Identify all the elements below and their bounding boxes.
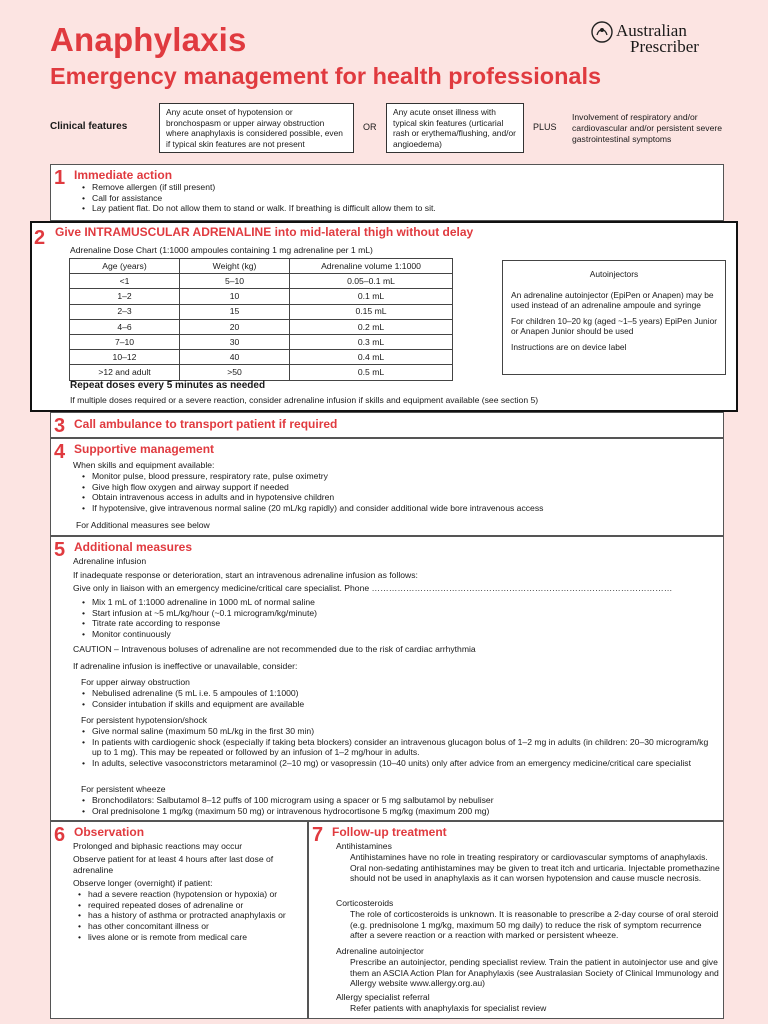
- dose-chart-caption: Adrenaline Dose Chart (1:1000 ampoules containing 1 mg adrenaline per 1 mL): [70, 245, 373, 255]
- table-cell: 4–6: [70, 319, 180, 334]
- table-row: [70, 319, 453, 334]
- section-observation: [50, 821, 308, 1019]
- table-row: [70, 289, 453, 304]
- section-title: Additional measures: [74, 540, 193, 554]
- clinical-feature-box-1: Any acute onset of hypotension or bronchospasm or upper airway obstruction where anaphylaxis is considered possible, even if typical skin features are not present: [159, 103, 354, 153]
- additional-measures-reference: For Additional measures see below: [76, 520, 210, 530]
- section-title: Observation: [74, 825, 145, 839]
- list-item: • Mix 1 mL of 1:1000 adrenaline in 1000 mL of normal saline: [81, 597, 317, 608]
- table-row: [70, 365, 453, 380]
- table-row: [70, 304, 453, 319]
- list-item: • Remove allergen (if still present): [81, 182, 436, 193]
- list-item: • Monitor continuously: [81, 629, 317, 640]
- page-subtitle: Emergency management for health professionals: [50, 63, 602, 89]
- list-item: • Nebulised adrenaline (5 mL i.e. 5 ampoules of 1:1000): [81, 688, 304, 699]
- table-cell: 0.15 mL: [290, 304, 453, 319]
- or-label: OR: [363, 122, 377, 132]
- table-row: [70, 350, 453, 365]
- list-item: • Consider intubation if skills and equipment are available: [81, 699, 304, 710]
- list-item: • Call for assistance: [81, 193, 436, 204]
- list-item: • required repeated doses of adrenaline or: [77, 900, 305, 911]
- table-cell: 2–3: [70, 304, 180, 319]
- table-cell: 15: [180, 304, 290, 319]
- list-item: • In patients with cardiogenic shock (especially if taking beta blockers) consider an intravenous glucagon bolus of 1–2 mg in adults (in children: 20–30 microgram/kg up to 1 mg). This may be repeated or followed by an infusion of 1–2 mg/hour in adults.: [81, 737, 711, 758]
- hypotension-list: [81, 726, 711, 769]
- hypotension-heading: For persistent hypotension/shock: [81, 715, 208, 725]
- section-follow-up-treatment: [308, 821, 724, 1019]
- list-item: • If hypotensive, give intravenous normal saline (20 mL/kg rapidly) and consider additional wide bore intravenous access: [81, 503, 543, 514]
- list-item: • lives alone or is remote from medical care: [77, 932, 305, 943]
- table-cell: 10: [180, 289, 290, 304]
- wheeze-heading: For persistent wheeze: [81, 784, 166, 794]
- supportive-list: [81, 471, 543, 514]
- autoinjector-heading: Adrenaline autoinjector: [336, 946, 424, 956]
- section-title: Supportive management: [74, 442, 215, 456]
- section-additional-measures: [50, 536, 724, 821]
- table-cell: <1: [70, 274, 180, 289]
- observation-text-1: Prolonged and biphasic reactions may occur: [73, 841, 243, 851]
- table-cell: 30: [180, 334, 290, 349]
- autoinjectors-text-3: Instructions are on device label: [511, 341, 627, 352]
- table-cell: 0.1 mL: [290, 289, 453, 304]
- page-title: Anaphylaxis: [50, 21, 247, 58]
- table-row: [70, 334, 453, 349]
- autoinjector-text: Prescribe an autoinjector, pending specialist review. Train the patient in autoinjector use and give them an ASCIA Action Plan for Anaphylaxis (see Australasian Society of Clinical Immunology and Allergy website www.allergy.org.au): [350, 957, 719, 989]
- section-title: Call ambulance to transport patient if required: [74, 417, 338, 431]
- infusion-text-1: If inadequate response or deterioration, start an intravenous adrenaline infusion as follows:: [73, 570, 418, 580]
- list-item: • Monitor pulse, blood pressure, respiratory rate, pulse oximetry: [81, 471, 543, 482]
- observation-text-2: Observe patient for at least 4 hours after last dose of adrenaline: [73, 854, 274, 875]
- observation-list: [77, 889, 305, 942]
- table-cell: 0.2 mL: [290, 319, 453, 334]
- section-number: 6: [54, 824, 66, 846]
- section-title: Immediate action: [74, 168, 173, 182]
- prescriber-emblem-icon: [590, 20, 614, 44]
- section-call-ambulance: [50, 412, 724, 438]
- upper-airway-heading: For upper airway obstruction: [81, 677, 190, 687]
- column-header: Adrenaline volume 1:1000: [290, 259, 453, 274]
- table-cell: 0.5 mL: [290, 365, 453, 380]
- observation-text-3: Observe longer (overnight) if patient:: [73, 878, 213, 888]
- antihistamines-text: Antihistamines have no role in treating respiratory or cardiovascular symptoms of anaphylaxis. Oral non-sedating antihistamines may be given to treat itch and urticaria. Injectable promethazine should not be used in anaphylaxis as it can worsen hypotension and cause muscle necrosis.: [350, 852, 720, 884]
- table-cell: 7–10: [70, 334, 180, 349]
- plus-label: PLUS: [533, 122, 557, 132]
- section-immediate-action: [50, 164, 724, 221]
- list-item: • Obtain intravenous access in adults and in hypotensive children: [81, 492, 543, 503]
- caution-text: CAUTION – Intravenous boluses of adrenaline are not recommended due to the risk of cardiac arrhythmia: [73, 644, 476, 654]
- section-number: 4: [54, 441, 66, 463]
- specialist-referral-heading: Allergy specialist referral: [336, 992, 430, 1002]
- list-item: • has other concomitant illness or: [77, 921, 305, 932]
- section-title: Give INTRAMUSCULAR ADRENALINE into mid-lateral thigh without delay: [55, 225, 474, 239]
- clinical-features-label: Clinical features: [50, 121, 128, 132]
- clinical-feature-box-2: Any acute onset illness with typical skin features (urticarial rash or erythema/flushing, and/or angioedema): [386, 103, 524, 153]
- list-item: • Bronchodilators: Salbutamol 8–12 puffs of 100 microgram using a spacer or 5 mg salbutamol by nebuliser: [81, 795, 494, 806]
- section-number: 7: [312, 824, 324, 846]
- australian-prescriber-logo: [588, 18, 728, 54]
- list-item: • Give high flow oxygen and airway support if needed: [81, 482, 543, 493]
- section-title: Follow-up treatment: [332, 825, 447, 839]
- table-cell: 20: [180, 319, 290, 334]
- section-number: 1: [54, 167, 66, 189]
- immediate-action-list: [81, 182, 436, 214]
- upper-airway-list: [81, 688, 304, 709]
- table-cell: 0.05–0.1 mL: [290, 274, 453, 289]
- section-number: 2: [34, 227, 46, 249]
- list-item: • had a severe reaction (hypotension or hypoxia) or: [77, 889, 305, 900]
- table-header-row: [70, 259, 453, 274]
- list-item: • Titrate rate according to response: [81, 618, 317, 629]
- list-item: • Oral prednisolone 1 mg/kg (maximum 50 mg) or intravenous hydrocortisone 5 mg/kg (maximum 200 mg): [81, 806, 494, 817]
- list-item: • has a history of asthma or protracted anaphylaxis or: [77, 910, 305, 921]
- logo-text-line1: Australian: [616, 21, 687, 40]
- repeat-doses-note: Repeat doses every 5 minutes as needed: [70, 380, 266, 391]
- list-item: • In adults, selective vasoconstrictors metaraminol (2–10 mg) or vasopressin (10–40 units) only after advice from an emergency medicine/critical care specialist: [81, 758, 711, 769]
- table-cell: 0.3 mL: [290, 334, 453, 349]
- section-supportive-management: [50, 438, 724, 536]
- autoinjectors-text-1: An adrenaline autoinjector (EpiPen or Anapen) may be used instead of an adrenaline ampoule and syringe: [511, 289, 714, 310]
- list-item: • Start infusion at ~5 mL/kg/hour (~0.1 microgram/kg/minute): [81, 608, 317, 619]
- column-header: Weight (kg): [180, 259, 290, 274]
- infusion-steps-list: [81, 597, 317, 640]
- table-cell: >50: [180, 365, 290, 380]
- dose-chart-table: [69, 258, 453, 381]
- alternatives-intro: If adrenaline infusion is ineffective or unavailable, consider:: [73, 661, 298, 671]
- table-cell: 10–12: [70, 350, 180, 365]
- autoinjectors-text-2: For children 10–20 kg (aged ~1–5 years) EpiPen Junior or Anapen Junior should be used: [511, 315, 718, 336]
- table-cell: 5–10: [180, 274, 290, 289]
- table-cell: 0.4 mL: [290, 350, 453, 365]
- antihistamines-heading: Antihistamines: [336, 841, 392, 851]
- section-number: 3: [54, 415, 66, 437]
- corticosteroids-text: The role of corticosteroids is unknown. It is reasonable to prescribe a 2-day course of oral steroid (e.g. prednisolone 1 mg/kg, maximum 50 mg daily) to reduce the risk of symptom recurrence after a severe reaction or a reaction with marked or persistent wheeze.: [350, 909, 719, 941]
- logo-text-line2: Prescriber: [630, 37, 699, 56]
- list-item: • Lay patient flat. Do not allow them to stand or walk. If breathing is difficult allow them to sit.: [81, 203, 436, 214]
- wheeze-list: [81, 795, 494, 816]
- section-number: 5: [54, 539, 66, 561]
- list-item: • Give normal saline (maximum 50 mL/kg in the first 30 min): [81, 726, 711, 737]
- table-cell: 40: [180, 350, 290, 365]
- corticosteroids-heading: Corticosteroids: [336, 898, 394, 908]
- autoinjectors-title: Autoinjectors: [589, 269, 639, 279]
- adrenaline-infusion-heading: Adrenaline infusion: [73, 556, 147, 566]
- infusion-note: If multiple doses required or a severe reaction, consider adrenaline infusion if skills and equipment available (see section 5): [70, 395, 539, 405]
- column-header: Age (years): [70, 259, 180, 274]
- supportive-intro: When skills and equipment available:: [73, 460, 215, 470]
- autoinjectors-box: [502, 260, 726, 375]
- table-cell: >12 and adult: [70, 365, 180, 380]
- clinical-feature-3: Involvement of respiratory and/or cardiovascular and/or persistent severe gastrointestinal symptoms: [572, 112, 722, 144]
- specialist-referral-text: Refer patients with anaphylaxis for specialist review: [350, 1003, 547, 1013]
- table-row: [70, 274, 453, 289]
- infusion-text-2: Give only in liaison with an emergency medicine/critical care specialist. Phone ……………………………………………………………………………………………: [73, 583, 673, 593]
- section-intramuscular-adrenaline: [30, 221, 738, 412]
- table-cell: 1–2: [70, 289, 180, 304]
